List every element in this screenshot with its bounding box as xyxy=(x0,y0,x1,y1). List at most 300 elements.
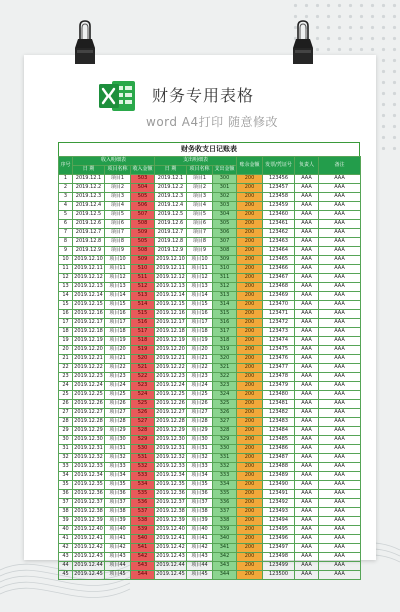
seq-cell: 30 xyxy=(59,436,73,445)
out-item-cell: 项目45 xyxy=(187,571,213,580)
table-row xyxy=(59,328,361,337)
person-cell: AAA xyxy=(295,553,319,562)
out-amount-cell: 331 xyxy=(213,454,237,463)
voucher-cell: 123500 xyxy=(263,571,295,580)
in-date-cell: 2019.12.23 xyxy=(73,373,105,382)
out-item-cell: 项目27 xyxy=(187,409,213,418)
in-amount-cell: 537 xyxy=(131,508,155,517)
note-cell: AAA xyxy=(319,229,361,238)
out-amount-cell: 323 xyxy=(213,382,237,391)
voucher-cell: 123457 xyxy=(263,184,295,193)
table-row xyxy=(59,382,361,391)
balance-cell: 200 xyxy=(237,229,263,238)
in-amount-cell: 509 xyxy=(131,229,155,238)
in-amount-cell: 534 xyxy=(131,481,155,490)
person-cell: AAA xyxy=(295,472,319,481)
seq-cell: 9 xyxy=(59,247,73,256)
out-item-cell: 项目30 xyxy=(187,436,213,445)
out-date-cell: 2019.12.6 xyxy=(155,220,187,229)
table-row xyxy=(59,508,361,517)
seq-cell: 25 xyxy=(59,391,73,400)
table-row xyxy=(59,490,361,499)
in-date-cell: 2019.12.42 xyxy=(73,544,105,553)
note-cell: AAA xyxy=(319,283,361,292)
seq-cell: 12 xyxy=(59,274,73,283)
balance-cell: 200 xyxy=(237,391,263,400)
balance-cell: 200 xyxy=(237,553,263,562)
out-item-cell: 项目15 xyxy=(187,301,213,310)
balance-cell: 200 xyxy=(237,544,263,553)
person-cell: AAA xyxy=(295,436,319,445)
balance-cell: 200 xyxy=(237,526,263,535)
in-amount-cell: 544 xyxy=(131,571,155,580)
col-header-in-date: 日 期 xyxy=(73,166,105,175)
out-item-cell: 项目13 xyxy=(187,283,213,292)
in-amount-cell: 522 xyxy=(131,373,155,382)
out-date-cell: 2019.12.40 xyxy=(155,526,187,535)
note-cell: AAA xyxy=(319,247,361,256)
out-date-cell: 2019.12.3 xyxy=(155,193,187,202)
seq-cell: 44 xyxy=(59,562,73,571)
balance-cell: 200 xyxy=(237,310,263,319)
in-date-cell: 2019.12.11 xyxy=(73,265,105,274)
in-item-cell: 项目31 xyxy=(105,445,131,454)
balance-cell: 200 xyxy=(237,355,263,364)
out-amount-cell: 335 xyxy=(213,490,237,499)
out-amount-cell: 301 xyxy=(213,184,237,193)
out-date-cell: 2019.12.29 xyxy=(155,427,187,436)
out-amount-cell: 314 xyxy=(213,301,237,310)
in-item-cell: 项目9 xyxy=(105,247,131,256)
balance-cell: 200 xyxy=(237,292,263,301)
seq-cell: 26 xyxy=(59,400,73,409)
seq-cell: 37 xyxy=(59,499,73,508)
out-amount-cell: 325 xyxy=(213,400,237,409)
in-date-cell: 2019.12.14 xyxy=(73,292,105,301)
table-row xyxy=(59,391,361,400)
person-cell: AAA xyxy=(295,481,319,490)
table-row xyxy=(59,175,361,184)
voucher-cell: 123472 xyxy=(263,319,295,328)
note-cell: AAA xyxy=(319,472,361,481)
out-item-cell: 项目40 xyxy=(187,526,213,535)
seq-cell: 14 xyxy=(59,292,73,301)
out-amount-cell: 334 xyxy=(213,481,237,490)
in-amount-cell: 525 xyxy=(131,400,155,409)
in-amount-cell: 505 xyxy=(131,238,155,247)
balance-cell: 200 xyxy=(237,337,263,346)
out-date-cell: 2019.12.31 xyxy=(155,445,187,454)
voucher-cell: 123491 xyxy=(263,490,295,499)
in-amount-cell: 539 xyxy=(131,526,155,535)
in-amount-cell: 527 xyxy=(131,418,155,427)
balance-cell: 200 xyxy=(237,283,263,292)
note-cell: AAA xyxy=(319,517,361,526)
table-row xyxy=(59,454,361,463)
seq-cell: 23 xyxy=(59,373,73,382)
voucher-cell: 123463 xyxy=(263,238,295,247)
out-amount-cell: 311 xyxy=(213,274,237,283)
note-cell: AAA xyxy=(319,544,361,553)
in-item-cell: 项目30 xyxy=(105,436,131,445)
table-row xyxy=(59,418,361,427)
in-item-cell: 项目13 xyxy=(105,283,131,292)
in-amount-cell: 542 xyxy=(131,553,155,562)
voucher-cell: 123459 xyxy=(263,202,295,211)
in-item-cell: 项目18 xyxy=(105,328,131,337)
note-cell: AAA xyxy=(319,265,361,274)
voucher-cell: 123495 xyxy=(263,526,295,535)
out-amount-cell: 318 xyxy=(213,337,237,346)
seq-cell: 45 xyxy=(59,571,73,580)
person-cell: AAA xyxy=(295,490,319,499)
out-date-cell: 2019.12.7 xyxy=(155,229,187,238)
voucher-cell: 123462 xyxy=(263,229,295,238)
person-cell: AAA xyxy=(295,283,319,292)
out-date-cell: 2019.12.13 xyxy=(155,283,187,292)
out-amount-cell: 316 xyxy=(213,319,237,328)
person-cell: AAA xyxy=(295,265,319,274)
seq-cell: 36 xyxy=(59,490,73,499)
in-date-cell: 2019.12.41 xyxy=(73,535,105,544)
in-item-cell: 项目14 xyxy=(105,292,131,301)
out-amount-cell: 305 xyxy=(213,220,237,229)
out-amount-cell: 342 xyxy=(213,553,237,562)
person-cell: AAA xyxy=(295,526,319,535)
person-cell: AAA xyxy=(295,184,319,193)
in-amount-cell: 540 xyxy=(131,535,155,544)
in-date-cell: 2019.12.32 xyxy=(73,454,105,463)
col-header-voucher: 发票/凭证号 xyxy=(263,157,295,175)
out-item-cell: 项目39 xyxy=(187,517,213,526)
in-date-cell: 2019.12.29 xyxy=(73,427,105,436)
table-row xyxy=(59,355,361,364)
out-date-cell: 2019.12.45 xyxy=(155,571,187,580)
in-item-cell: 项目12 xyxy=(105,274,131,283)
in-amount-cell: 541 xyxy=(131,544,155,553)
out-amount-cell: 322 xyxy=(213,373,237,382)
person-cell: AAA xyxy=(295,499,319,508)
note-cell: AAA xyxy=(319,400,361,409)
out-item-cell: 项目18 xyxy=(187,328,213,337)
out-amount-cell: 306 xyxy=(213,229,237,238)
note-cell: AAA xyxy=(319,526,361,535)
in-date-cell: 2019.12.43 xyxy=(73,553,105,562)
out-amount-cell: 327 xyxy=(213,418,237,427)
in-date-cell: 2019.12.44 xyxy=(73,562,105,571)
voucher-cell: 123486 xyxy=(263,445,295,454)
out-date-cell: 2019.12.41 xyxy=(155,535,187,544)
in-item-cell: 项目28 xyxy=(105,418,131,427)
in-date-cell: 2019.12.30 xyxy=(73,436,105,445)
voucher-cell: 123474 xyxy=(263,337,295,346)
out-item-cell: 项目12 xyxy=(187,274,213,283)
seq-cell: 29 xyxy=(59,427,73,436)
out-amount-cell: 338 xyxy=(213,517,237,526)
ledger-title: 财务收支日记账表 xyxy=(58,142,360,156)
out-item-cell: 项目20 xyxy=(187,346,213,355)
col-header-out-item: 项目名称 xyxy=(187,166,213,175)
person-cell: AAA xyxy=(295,310,319,319)
voucher-cell: 123458 xyxy=(263,193,295,202)
out-item-cell: 项目23 xyxy=(187,373,213,382)
note-cell: AAA xyxy=(319,562,361,571)
note-cell: AAA xyxy=(319,202,361,211)
voucher-cell: 123485 xyxy=(263,436,295,445)
col-header-seq: 序号 xyxy=(59,157,73,175)
out-item-cell: 项目26 xyxy=(187,400,213,409)
in-item-cell: 项目32 xyxy=(105,454,131,463)
excel-icon xyxy=(98,79,136,113)
person-cell: AAA xyxy=(295,301,319,310)
seq-cell: 8 xyxy=(59,238,73,247)
out-item-cell: 项目19 xyxy=(187,337,213,346)
note-cell: AAA xyxy=(319,463,361,472)
out-date-cell: 2019.12.33 xyxy=(155,463,187,472)
in-item-cell: 项目10 xyxy=(105,256,131,265)
voucher-cell: 123483 xyxy=(263,418,295,427)
out-amount-cell: 313 xyxy=(213,292,237,301)
in-item-cell: 项目39 xyxy=(105,517,131,526)
out-date-cell: 2019.12.25 xyxy=(155,391,187,400)
voucher-cell: 123465 xyxy=(263,256,295,265)
in-date-cell: 2019.12.13 xyxy=(73,283,105,292)
out-date-cell: 2019.12.21 xyxy=(155,355,187,364)
table-row xyxy=(59,193,361,202)
in-amount-cell: 518 xyxy=(131,337,155,346)
voucher-cell: 123478 xyxy=(263,373,295,382)
out-amount-cell: 333 xyxy=(213,472,237,481)
note-cell: AAA xyxy=(319,571,361,580)
in-date-cell: 2019.12.24 xyxy=(73,382,105,391)
in-item-cell: 项目22 xyxy=(105,364,131,373)
out-amount-cell: 344 xyxy=(213,571,237,580)
in-item-cell: 项目8 xyxy=(105,238,131,247)
note-cell: AAA xyxy=(319,292,361,301)
table-row xyxy=(59,535,361,544)
out-amount-cell: 340 xyxy=(213,535,237,544)
in-amount-cell: 529 xyxy=(131,436,155,445)
in-date-cell: 2019.12.5 xyxy=(73,211,105,220)
in-amount-cell: 517 xyxy=(131,328,155,337)
balance-cell: 200 xyxy=(237,202,263,211)
person-cell: AAA xyxy=(295,175,319,184)
out-amount-cell: 308 xyxy=(213,247,237,256)
note-cell: AAA xyxy=(319,328,361,337)
out-amount-cell: 303 xyxy=(213,202,237,211)
in-date-cell: 2019.12.10 xyxy=(73,256,105,265)
seq-cell: 18 xyxy=(59,328,73,337)
voucher-cell: 123481 xyxy=(263,400,295,409)
out-item-cell: 项目21 xyxy=(187,355,213,364)
person-cell: AAA xyxy=(295,463,319,472)
out-item-cell: 项目35 xyxy=(187,481,213,490)
note-cell: AAA xyxy=(319,436,361,445)
seq-cell: 33 xyxy=(59,463,73,472)
voucher-cell: 123468 xyxy=(263,283,295,292)
table-row xyxy=(59,337,361,346)
out-item-cell: 项目14 xyxy=(187,292,213,301)
in-item-cell: 项目21 xyxy=(105,355,131,364)
in-date-cell: 2019.12.37 xyxy=(73,499,105,508)
in-amount-cell: 531 xyxy=(131,454,155,463)
person-cell: AAA xyxy=(295,247,319,256)
in-item-cell: 项目35 xyxy=(105,481,131,490)
note-cell: AAA xyxy=(319,427,361,436)
person-cell: AAA xyxy=(295,418,319,427)
seq-cell: 2 xyxy=(59,184,73,193)
in-amount-cell: 512 xyxy=(131,283,155,292)
col-header-in-item: 项目名称 xyxy=(105,166,131,175)
note-cell: AAA xyxy=(319,508,361,517)
in-date-cell: 2019.12.22 xyxy=(73,364,105,373)
in-item-cell: 项目6 xyxy=(105,220,131,229)
table-row xyxy=(59,301,361,310)
out-item-cell: 项目6 xyxy=(187,220,213,229)
out-date-cell: 2019.12.5 xyxy=(155,211,187,220)
out-date-cell: 2019.12.34 xyxy=(155,472,187,481)
out-item-cell: 项目41 xyxy=(187,535,213,544)
in-item-cell: 项目36 xyxy=(105,490,131,499)
note-cell: AAA xyxy=(319,373,361,382)
out-date-cell: 2019.12.38 xyxy=(155,508,187,517)
col-header-out-amount: 支出金额 xyxy=(213,166,237,175)
note-cell: AAA xyxy=(319,301,361,310)
balance-cell: 200 xyxy=(237,319,263,328)
table-row xyxy=(59,373,361,382)
table-row xyxy=(59,400,361,409)
balance-cell: 200 xyxy=(237,328,263,337)
seq-cell: 16 xyxy=(59,310,73,319)
group-header-expense: 支出明细表 xyxy=(155,157,237,166)
balance-cell: 200 xyxy=(237,472,263,481)
in-item-cell: 项目2 xyxy=(105,184,131,193)
in-amount-cell: 509 xyxy=(131,256,155,265)
table-row xyxy=(59,319,361,328)
voucher-cell: 123493 xyxy=(263,508,295,517)
out-date-cell: 2019.12.8 xyxy=(155,238,187,247)
in-amount-cell: 514 xyxy=(131,301,155,310)
in-date-cell: 2019.12.39 xyxy=(73,517,105,526)
balance-cell: 200 xyxy=(237,373,263,382)
seq-cell: 4 xyxy=(59,202,73,211)
table-row xyxy=(59,364,361,373)
person-cell: AAA xyxy=(295,355,319,364)
person-cell: AAA xyxy=(295,508,319,517)
seq-cell: 32 xyxy=(59,454,73,463)
voucher-cell: 123490 xyxy=(263,481,295,490)
out-amount-cell: 341 xyxy=(213,544,237,553)
out-date-cell: 2019.12.10 xyxy=(155,256,187,265)
out-amount-cell: 312 xyxy=(213,283,237,292)
note-cell: AAA xyxy=(319,238,361,247)
person-cell: AAA xyxy=(295,211,319,220)
out-date-cell: 2019.12.28 xyxy=(155,418,187,427)
in-amount-cell: 536 xyxy=(131,499,155,508)
person-cell: AAA xyxy=(295,346,319,355)
balance-cell: 200 xyxy=(237,490,263,499)
col-header-balance: 账余金额 xyxy=(237,157,263,175)
table-row xyxy=(59,436,361,445)
voucher-cell: 123466 xyxy=(263,265,295,274)
out-date-cell: 2019.12.12 xyxy=(155,274,187,283)
out-date-cell: 2019.12.22 xyxy=(155,364,187,373)
table-row xyxy=(59,238,361,247)
table-row xyxy=(59,526,361,535)
out-amount-cell: 319 xyxy=(213,346,237,355)
in-item-cell: 项目33 xyxy=(105,463,131,472)
table-row xyxy=(59,517,361,526)
in-amount-cell: 526 xyxy=(131,409,155,418)
in-amount-cell: 505 xyxy=(131,193,155,202)
in-date-cell: 2019.12.21 xyxy=(73,355,105,364)
in-date-cell: 2019.12.35 xyxy=(73,481,105,490)
seq-cell: 41 xyxy=(59,535,73,544)
out-date-cell: 2019.12.14 xyxy=(155,292,187,301)
in-date-cell: 2019.12.8 xyxy=(73,238,105,247)
person-cell: AAA xyxy=(295,193,319,202)
seq-cell: 24 xyxy=(59,382,73,391)
in-amount-cell: 533 xyxy=(131,472,155,481)
person-cell: AAA xyxy=(295,409,319,418)
out-item-cell: 项目3 xyxy=(187,193,213,202)
person-cell: AAA xyxy=(295,445,319,454)
seq-cell: 15 xyxy=(59,301,73,310)
out-item-cell: 项目16 xyxy=(187,310,213,319)
voucher-cell: 123456 xyxy=(263,175,295,184)
in-date-cell: 2019.12.26 xyxy=(73,400,105,409)
in-amount-cell: 506 xyxy=(131,202,155,211)
balance-cell: 200 xyxy=(237,274,263,283)
table-row xyxy=(59,292,361,301)
seq-cell: 13 xyxy=(59,283,73,292)
table-row xyxy=(59,553,361,562)
person-cell: AAA xyxy=(295,400,319,409)
in-item-cell: 项目26 xyxy=(105,400,131,409)
in-amount-cell: 516 xyxy=(131,319,155,328)
seq-cell: 7 xyxy=(59,229,73,238)
note-cell: AAA xyxy=(319,391,361,400)
in-date-cell: 2019.12.9 xyxy=(73,247,105,256)
out-date-cell: 2019.12.30 xyxy=(155,436,187,445)
voucher-cell: 123498 xyxy=(263,553,295,562)
person-cell: AAA xyxy=(295,382,319,391)
person-cell: AAA xyxy=(295,202,319,211)
seq-cell: 19 xyxy=(59,337,73,346)
col-header-out-date: 日 期 xyxy=(155,166,187,175)
out-amount-cell: 324 xyxy=(213,391,237,400)
seq-cell: 11 xyxy=(59,265,73,274)
out-item-cell: 项目25 xyxy=(187,391,213,400)
voucher-cell: 123467 xyxy=(263,274,295,283)
seq-cell: 40 xyxy=(59,526,73,535)
balance-cell: 200 xyxy=(237,175,263,184)
seq-cell: 42 xyxy=(59,544,73,553)
in-amount-cell: 510 xyxy=(131,265,155,274)
out-amount-cell: 336 xyxy=(213,499,237,508)
out-date-cell: 2019.12.32 xyxy=(155,454,187,463)
out-date-cell: 2019.12.19 xyxy=(155,337,187,346)
in-date-cell: 2019.12.40 xyxy=(73,526,105,535)
balance-cell: 200 xyxy=(237,346,263,355)
out-amount-cell: 309 xyxy=(213,256,237,265)
out-amount-cell: 320 xyxy=(213,355,237,364)
out-item-cell: 项目42 xyxy=(187,544,213,553)
in-date-cell: 2019.12.3 xyxy=(73,193,105,202)
col-header-person: 负责人 xyxy=(295,157,319,175)
note-cell: AAA xyxy=(319,175,361,184)
table-row xyxy=(59,229,361,238)
